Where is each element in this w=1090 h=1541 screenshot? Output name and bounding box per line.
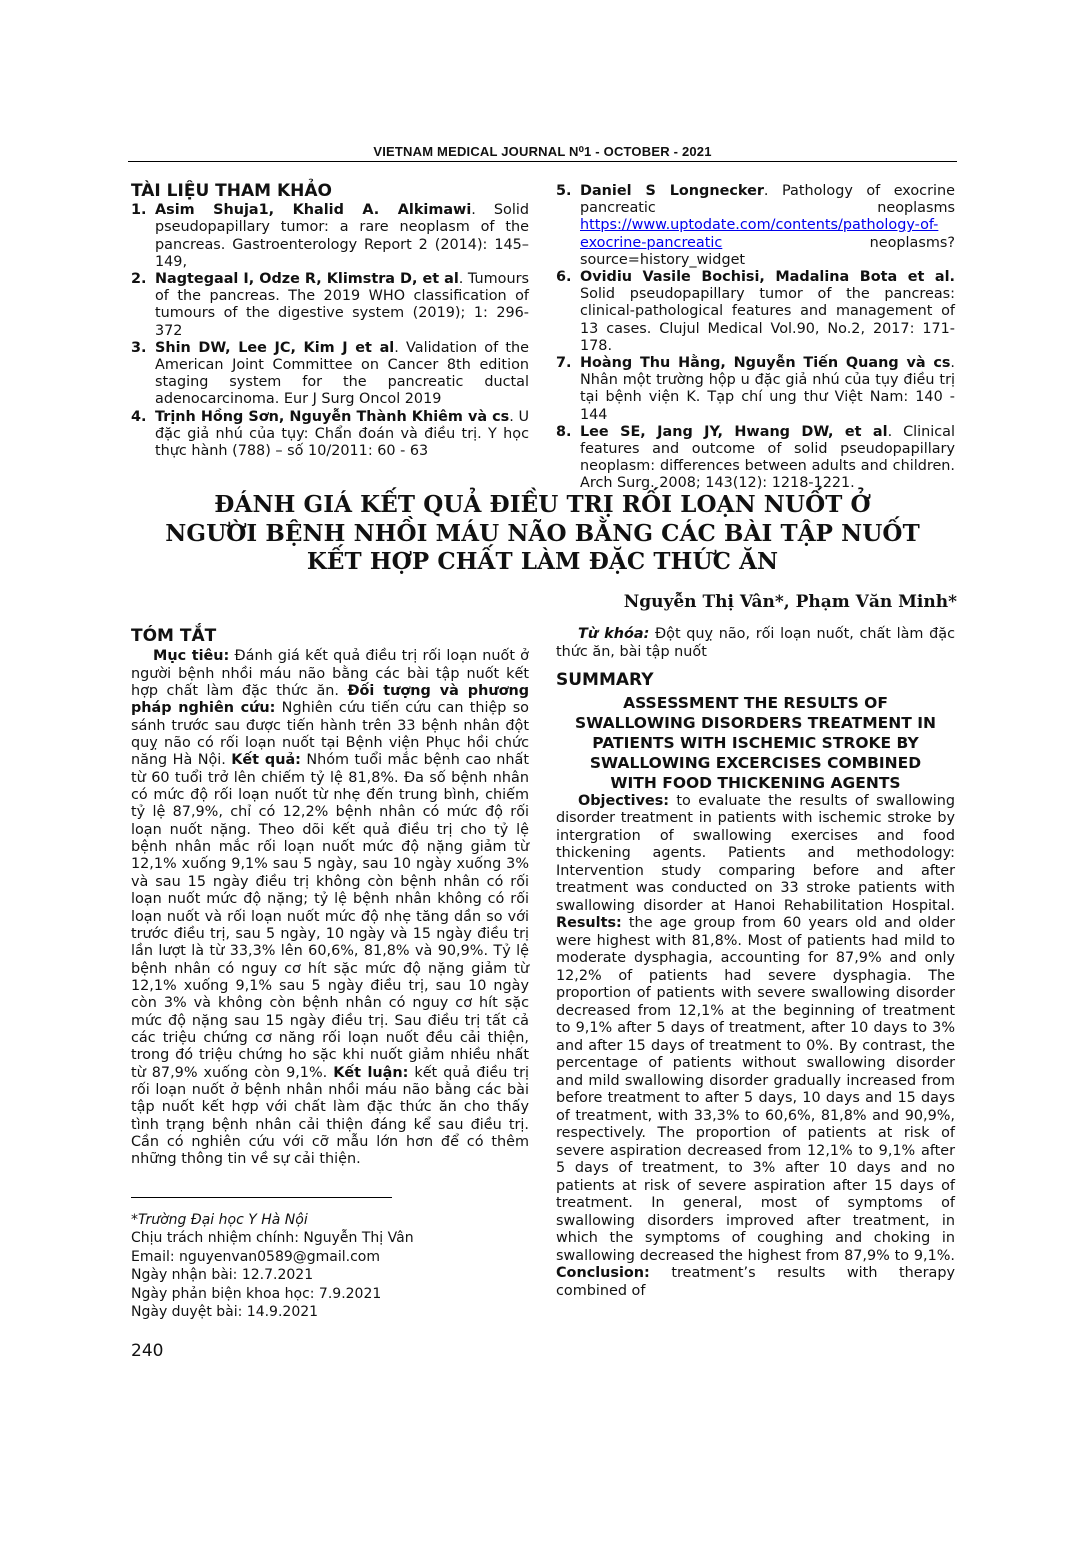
- reference-text: . Pathology of exocrine pancreatic neoplasms: [580, 183, 955, 217]
- reference-item: [556, 183, 955, 269]
- reference-number: 2.: [131, 271, 147, 288]
- abstract-heading: TÓM TẮT: [131, 626, 217, 646]
- footnote-email: Email: nguyenvan0589@gmail.com: [131, 1248, 381, 1265]
- reference-authors: Asim Shuja1, Khalid A. Alkimawi: [155, 202, 472, 219]
- summary-title-line: ASSESSMENT THE RESULTS OF: [623, 693, 888, 712]
- keywords-label: Từ khóa:: [578, 626, 650, 642]
- summary-title: [556, 693, 955, 793]
- reference-item: [131, 271, 529, 340]
- reference-item: [131, 340, 529, 409]
- journal-header: VIETNAM MEDICAL JOURNAL N⁰1 - OCTOBER - 2021: [373, 144, 712, 159]
- reference-text: . U đặc giả nhú của tụy: Chẩn đoán và điều trị. Y học thực hành (788) – số 10/2011: 60 - 63: [155, 408, 529, 460]
- abstract-label: Đối tượng và phương pháp nghiên cứu:: [131, 683, 529, 717]
- reference-text: . Clinical features and outcome of solid pseudopapillary neoplasm: differences between adults and children. Arch Surg. 2008; 143(12): 1218-1221.: [580, 423, 955, 492]
- article-title: [128, 491, 957, 577]
- reference-authors: Lee SE, Jang JY, Hwang DW, et al: [580, 423, 888, 440]
- reference-item: [556, 355, 955, 424]
- reference-number: 8.: [556, 423, 572, 440]
- summary-label: Results:: [556, 915, 622, 931]
- footnote-reviewed: Ngày phản biện khoa học: 7.9.2021: [131, 1285, 382, 1302]
- title-line: NGƯỜI BỆNH NHỒI MÁU NÃO BẰNG CÁC BÀI TẬP NUỐT: [165, 519, 920, 547]
- footnotes: [131, 1211, 531, 1321]
- header-rule: [128, 161, 957, 162]
- reference-authors: Trịnh Hồng Sơn, Nguyễn Thành Khiêm và cs: [155, 408, 510, 425]
- title-line: KẾT HỢP CHẤT LÀM ĐẶC THỨC ĂN: [306, 548, 779, 575]
- reference-list-right: [556, 183, 955, 493]
- footnote-rule: [131, 1197, 392, 1198]
- reference-text: . Validation of the American Joint Committee on Cancer 8th edition staging system for the pancreatic ductal adenocarcinoma. Eur J Surg Oncol 2019: [155, 339, 529, 408]
- summary-title-line: SWALLOWING EXCERCISES COMBINED: [589, 753, 922, 772]
- summary-body: [556, 793, 955, 1301]
- summary-label: Conclusion:: [556, 1265, 650, 1281]
- article-authors: Nguyễn Thị Vân*, Phạm Văn Minh*: [623, 592, 957, 612]
- references-right: [556, 183, 955, 493]
- reference-item: [556, 269, 955, 355]
- abstract-vi: [131, 628, 529, 1169]
- reference-text: neoplasms?source=history_widget: [580, 234, 955, 268]
- reference-list-left: [131, 202, 529, 460]
- reference-authors: Shin DW, Lee JC, Kim J et al: [155, 339, 395, 356]
- references-heading: TÀI LIỆU THAM KHẢO: [131, 181, 332, 201]
- title-line: ĐÁNH GIÁ KẾT QUẢ ĐIỀU TRỊ RỐI LOẠN NUỐT Ở: [214, 491, 871, 518]
- reference-authors: Daniel S Longnecker: [580, 183, 764, 199]
- summary-title-line: PATIENTS WITH ISCHEMIC STROKE BY: [592, 733, 919, 752]
- abstract-body: [131, 648, 529, 1168]
- abstract-text: Đánh giá kết quả điều trị rối loạn nuốt ở người bệnh nhồi máu não bằng các bài tập nuốt kết hợp chất làm đặc thức ăn.: [131, 648, 529, 700]
- reference-item: [556, 424, 955, 493]
- abstract-text: kết quả điều trị rối loạn nuốt ở bệnh nhân nhồi máu não bằng các bài tập nuốt kết hợp với chất làm đặc thức ăn cho thấy tình trạng bệnh nhân cải thiện đáng kể sau điều trị. Cần có nghiên cứu với cỡ mẫu lớn hơn để có thêm những thông tin về sự cải thiện.: [131, 1064, 529, 1168]
- reference-text: Solid pseudopapillary tumor of the pancreas: clinical-pathological features and management of 13 cases. Clujul Medical Vol.90, No.2, 2017: 171-178.: [580, 286, 955, 354]
- reference-number: 1.: [131, 202, 147, 219]
- summary-title-line: SWALLOWING DISORDERS TREATMENT IN: [575, 713, 936, 732]
- abstract-label: Kết quả:: [231, 752, 301, 769]
- abstract-label: Mục tiêu:: [153, 648, 230, 665]
- reference-number: 6.: [556, 269, 572, 286]
- summary-text: the age group from 60 years old and older were highest with 81,8%. Most of patients had mild to moderate dysphagia, accounting for 87,9% and only 12,2% of patients had severe dysphagia. The proportion of patients with severe swallowing disorder decreased from 12,1% at the beginning of treatment to 9,1% after 5 days of treatment, after 10 days to 3% and after 15 days of treatment to 0%. By contrast, the percentage of patients without swallowing disorder and mild swallowing disorder gradually increased from before treatment to after 5 days, 10 days and 15 days of treatment, with 33,3% to 60,6%, 81,8% and 90,9%, respectively. The proportion of patients at risk of severe aspiration decreased from 12,1% to 9,1% after 5 days of treatment, to 3% after 10 days and no patients at risk of severe aspiration after 15 days of treatment. In general, most of symptoms of swallowing disorders improved after treatment, in which the symptoms of coughing and choking in swallowing decreased the highest from 87,9% to 9,1%.: [556, 915, 955, 1264]
- summary-text: to evaluate the results of swallowing disorder treatment in patients with ischemic stroke by intergration of swallowing exercises and food thickening agents. Patients and methodology: Intervention study comparing before and after treatment was conducted on 33 stroke patients with swallowing disorder at Hanoi Rehabilitation Hospital.: [556, 792, 955, 914]
- summary-label: Objectives:: [578, 792, 670, 809]
- reference-item: [131, 202, 529, 271]
- abstract-text: Nghiên cứu tiến cứu can thiệp so sánh trước sau được tiến hành trên 33 bệnh nhân đột quỵ não có rối loạn nuốt tại Bệnh viện Phục hồi chức năng Hà Nội.: [131, 700, 529, 769]
- reference-link[interactable]: https://www.uptodate.com/contents/pathology-of-exocrine-pancreatic: [580, 217, 939, 251]
- reference-text: . Nhân một trường hộp u đặc giả nhú của tụy điều trị tại bệnh viện K. Tạp chí ung thư Việt Nam: 140 - 144: [580, 355, 955, 423]
- reference-number: 3.: [131, 339, 147, 356]
- reference-number: 4.: [131, 408, 147, 425]
- reference-text: . Tumours of the pancreas. The 2019 WHO classification of tumours of the digestive system (2019); 1: 296-372: [155, 271, 530, 339]
- keywords: [556, 626, 955, 661]
- references-left: [131, 183, 529, 460]
- reference-authors: Nagtegaal I, Odze R, Klimstra D, et al: [155, 271, 459, 288]
- footnote-affiliation: *Trường Đại học Y Hà Nội: [131, 1212, 308, 1228]
- reference-number: 7.: [556, 355, 572, 372]
- footnote-responsible: Chịu trách nhiệm chính: Nguyễn Thị Vân: [131, 1230, 414, 1247]
- page-number: 240: [131, 1341, 164, 1361]
- reference-number: 5.: [556, 183, 572, 199]
- reference-authors: Ovidiu Vasile Bochisi, Madalina Bota et al.: [580, 269, 955, 286]
- reference-text: . Solid pseudopapillary tumor: a rare neoplasm of the pancreas. Gastroenterology Report 2 (2014): 145–149,: [155, 202, 529, 270]
- summary-heading: SUMMARY: [556, 670, 654, 690]
- abstract-label: Kết luận:: [333, 1064, 409, 1081]
- summary-text: treatment’s results with therapy combined of: [556, 1265, 955, 1299]
- footnote-accepted: Ngày duyệt bài: 14.9.2021: [131, 1304, 319, 1321]
- summary-column: [556, 626, 955, 1300]
- keywords-text: Đột quỵ não, rối loạn nuốt, chất làm đặc thức ăn, bài tập nuốt: [556, 626, 955, 660]
- reference-authors: Hoàng Thu Hằng, Nguyễn Tiến Quang và cs: [580, 355, 951, 372]
- summary-title-line: WITH FOOD THICKENING AGENTS: [610, 773, 901, 792]
- abstract-text: Nhóm tuổi mắc bệnh cao nhất từ 60 tuổi trở lên chiếm tỷ lệ 81,8%. Đa số bệnh nhân có mức độ rối loạn nuốt từ nhẹ đến trung bình, chiếm tỷ lệ 87,9%, chỉ có 12,2% bệnh nhân có mức độ rối loạn nuốt nặng. Theo dõi kết quả điều trị cho tỷ lệ bệnh nhân mắc rối loạn nuốt mức độ nặng giảm từ 12,1% xuống 9,1% sau 5 ngày, sau 10 ngày xuống 3% và sau 15 ngày điều trị không còn bệnh nhân có rối loạn nuốt mức độ nặng; tỷ lệ bệnh nhân không có rối loạn nuốt và rối loạn nuốt mức độ nhẹ tăng dần so với trước điều trị, sau 5 ngày, 10 ngày và 15 ngày điều trị lần lượt là từ 33,3% lên 60,6%, 81,8% và 90,9%. Tỷ lệ bệnh nhân có nguy cơ hít sặc mức độ nặng giảm từ 12,1% xuống 9,1% sau 5 ngày điều trị, sau 10 ngày còn 3% và không còn bệnh nhân có nguy cơ hít sặc mức độ nặng sau 15 ngày điều trị. Sau điều trị tất cả các triệu chứng cơ năng rối loạn nuốt đều cải thiện, trong đó triệu chứng ho sặc khi nuốt giảm nhiều nhất từ 87,9% xuống còn 9,1%.: [131, 752, 530, 1081]
- footnote-received: Ngày nhận bài: 12.7.2021: [131, 1267, 314, 1284]
- reference-item: [131, 409, 529, 461]
